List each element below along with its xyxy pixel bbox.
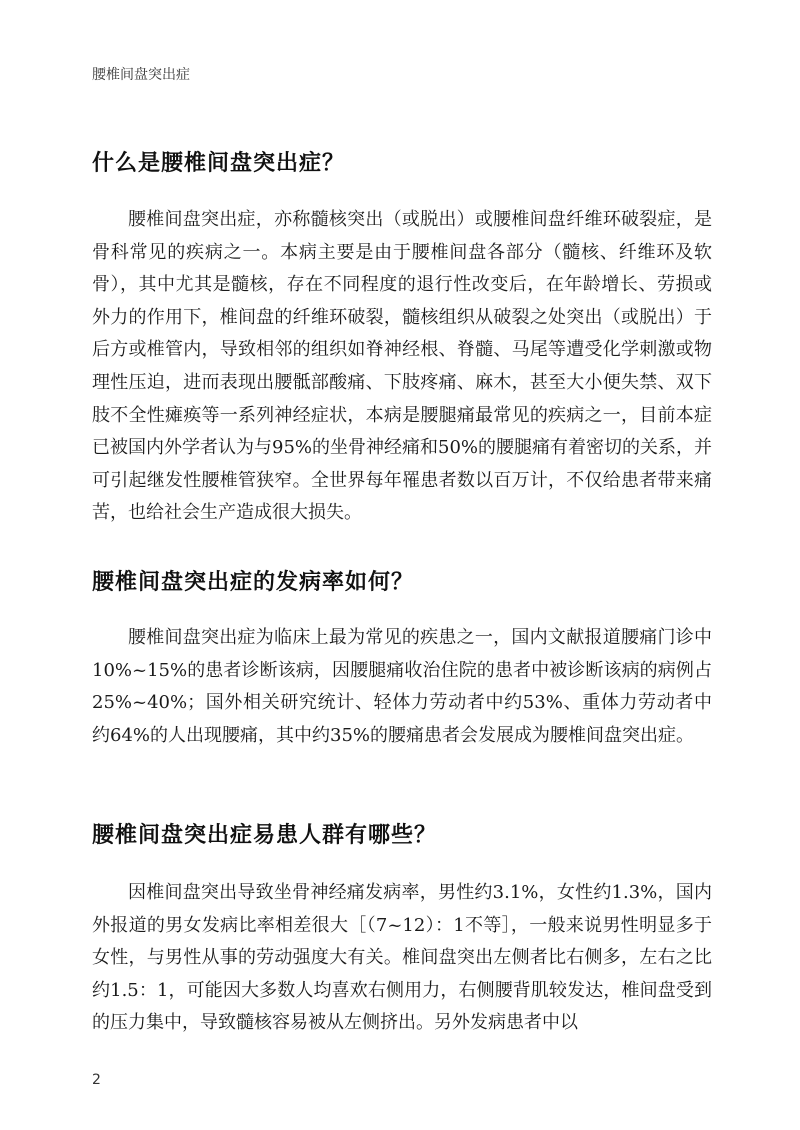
section-paragraph-incidence: 腰椎间盘突出症为临床上最为常见的疾患之一，国内文献报道腰痛门诊中10%~15%的患者诊断该病，因腰腿痛收治住院的患者中被诊断该病的病例占25%~40%；国外相关研究统计、轻体力劳动者中约53%、重体力劳动者中约64%的人出现腰痛，其中约35%的腰痛患者会发展成为腰椎间盘突出症。	[92, 627, 712, 746]
running-header: 腰椎间盘突出症	[92, 67, 190, 83]
page-number: 2	[92, 1072, 101, 1088]
section-title-susceptible-groups: 腰椎间盘突出症易患人群有哪些？	[92, 823, 438, 848]
section-title-what-is: 什么是腰椎间盘突出症？	[92, 151, 346, 176]
section-paragraph-susceptible-groups: 因椎间盘突出导致坐骨神经痛发病率，男性约3.1%，女性约1.3%，国内外报道的男女发病比率相差很大［（7~12）：1不等］，一般来说男性明显多于女性，与男性从事的劳动强度大有关。椎间盘突出左侧者比右侧多，左右之比约1.5：1，可能因大多数人均喜欢右侧用力，右侧腰背肌较发达，椎间盘受到的压力集中，导致髓核容易被从左侧挤出。另外发病患者中以	[92, 882, 712, 1034]
section-paragraph-what-is: 腰椎间盘突出症，亦称髓核突出（或脱出）或腰椎间盘纤维环破裂症，是骨科常见的疾病之一。本病主要是由于腰椎间盘各部分（髓核、纤维环及软骨），其中尤其是髓核，存在不同程度的退行性改变后，在年龄增长、劳损或外力的作用下，椎间盘的纤维环破裂，髓核组织从破裂之处突出（或脱出）于后方或椎管内，导致相邻的组织如脊神经根、脊髓、马尾等遭受化学刺激或物理性压迫，进而表现出腰骶部酸痛、下肢疼痛、麻木，甚至大小便失禁、双下肢不全性瘫痪等一系列神经症状，本病是腰腿痛最常见的疾病之一，目前本症已被国内外学者认为与95%的坐骨神经痛和50%的腰腿痛有着密切的关系，并可引起继发性腰椎管狭窄。全世界每年罹患者数以百万计，不仅给患者带来痛苦，也给社会生产造成很大损失。	[92, 209, 713, 524]
section-title-incidence: 腰椎间盘突出症的发病率如何？	[92, 570, 415, 595]
